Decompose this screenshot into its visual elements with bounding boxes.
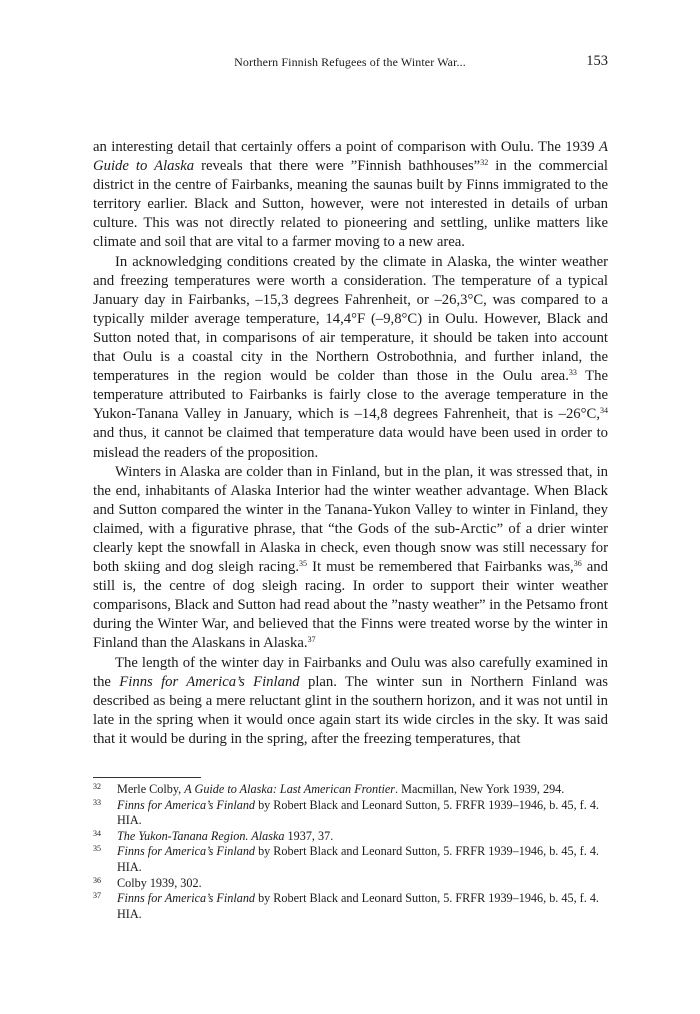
footnote-italic: A Guide to Alaska: Last American Frontier <box>184 782 396 796</box>
footnote-text <box>117 876 608 892</box>
footnote <box>93 782 608 798</box>
footnote-text <box>117 798 608 829</box>
paragraph-text: It must be remembered that Fairbanks was, <box>307 559 574 576</box>
footnote-number: 37 <box>93 891 101 901</box>
footnote-ref: 32 <box>480 158 489 168</box>
paragraph-text: reveals that there were ”Finnish bathhouses” <box>194 158 481 175</box>
footnote-plain: by Robert Black and Leonard Sutton, 5. FRFR 1939–1946, b. 45, f. 4. HIA. <box>117 891 599 921</box>
paragraph-text: The temperature attributed to Fairbanks is fairly close to the average temperature in the Yukon-Tanana Valley in January, which is –14,8 degrees Fahrenheit, that is –26°C, <box>93 368 609 423</box>
paragraph-2 <box>93 253 608 463</box>
footnote-italic: Finns for America’s Finland <box>117 797 256 812</box>
footnote-number: 36 <box>93 875 101 885</box>
paragraph-text: Winters in Alaska are colder than in Finland, but in the plan, it was stressed that, in the end, inhabitants of Alaska Interior had the winter weather advantage. When Black and Sutton compared the winter in the Tanana-Yukon Valley to winter in Finland, they claimed, with a figurative phrase, that “the Gods of the sub-Arctic” of a drier winter clearly kept the snowfall in Alaska in check, even though snow was still necessary for both skiing and dog sleigh racing. <box>93 463 608 576</box>
running-title: Northern Finnish Refugees of the Winter War... <box>234 55 466 69</box>
footnote-plain: by Robert Black and Leonard Sutton, 5. FRFR 1939–1946, b. 45, f. 4. HIA. <box>117 844 599 874</box>
footnote-plain: Colby 1939, 302. <box>117 875 202 890</box>
footnote-italic: The Yukon-Tanana Region. Alaska <box>117 828 285 843</box>
footnote-plain: . Macmillan, New York 1939, 294. <box>395 782 565 796</box>
footnote <box>93 798 608 829</box>
footnote-ref: 33 <box>568 368 577 378</box>
footnote-text <box>117 844 608 875</box>
footnote-italic: Finns for America’s Finland <box>117 844 256 859</box>
footnotes <box>93 782 608 922</box>
paragraph-text: and still is, the centre of dog sleigh racing. In order to support their winter weather comparisons, Black and Sutton had read about the ”nasty weather” in the Petsamo front during the Winter War, and believed that the Finns were treated worse by the winter in Finland than the Alaskans in Alaska. <box>93 559 608 652</box>
footnote-plain: Merle Colby, <box>117 782 185 796</box>
footnote-number: 34 <box>93 828 101 838</box>
running-header <box>92 53 608 73</box>
paragraph-text: The length of the winter day in Fairbanks and Oulu was also carefully examined in the <box>93 654 608 690</box>
paragraph-3 <box>93 463 608 654</box>
footnote-ref: 37 <box>307 635 316 645</box>
paragraph-text: In acknowledging conditions created by the climate in Alaska, the winter weather and freezing temperatures were worth a consideration. The temperature of a typical January day in Fairbanks, –15,3 degrees Fahrenheit, or –26,3°C, was compared to a typically milder average temperature, 14,4°F (–9,8°C) in Oulu. However, Black and Sutton noted that, in comparisons of air temperature, it should be taken into account that Oulu is a coastal city in the Northern Ostrobothnia, and further inland, the temperatures in the region would be colder than those in the Oulu area. <box>93 253 608 385</box>
footnote-italic: Finns for America’s Finland <box>117 891 256 906</box>
paragraph-4 <box>93 654 608 749</box>
page-number: 153 <box>586 53 608 69</box>
footnote <box>93 844 608 875</box>
paragraph-text: an interesting detail that certainly offers a point of comparison with Oulu. The 1939 <box>93 139 600 155</box>
footnote-divider <box>93 777 201 778</box>
footnote-text <box>117 829 608 845</box>
footnote <box>93 829 608 845</box>
footnote <box>93 891 608 922</box>
footnote-plain: by Robert Black and Leonard Sutton, 5. FRFR 1939–1946, b. 45, f. 4. HIA. <box>117 797 599 828</box>
footnote <box>93 876 608 892</box>
footnote-number: 35 <box>93 844 101 854</box>
italic-title: Finns for America’s Finland <box>119 673 300 690</box>
italic-title: A Guide to Alaska <box>93 139 608 175</box>
footnote-text <box>117 891 608 922</box>
footnote-ref: 34 <box>600 406 608 416</box>
footnote-plain: 1937, 37. <box>284 828 334 843</box>
body-text <box>93 138 608 749</box>
paragraph-1 <box>93 138 608 253</box>
paragraph-text: in the commercial district in the centre of Fairbanks, meaning the saunas built by Finns immigrated to the territory earlier. Black and Sutton, however, were not interested in details of urban culture. This was not directly related to pioneering and settling, unlike matters like climate and soil that are vital to a farmer moving to a new area. <box>93 158 608 251</box>
footnote-ref: 35 <box>299 559 308 569</box>
footnote-number: 33 <box>93 797 101 807</box>
paragraph-text: and thus, it cannot be claimed that temperature data would have been used in order to mislead the readers of the proposition. <box>93 425 608 461</box>
footnote-ref: 36 <box>573 559 582 569</box>
footnote-text <box>117 782 608 798</box>
paragraph-text: plan. The winter sun in Northern Finland was described as being a mere reluctant glint in the southern horizon, and it was not until in late in the spring when it would once again start its wide circles in the sky. It was said that it would be during in the spring, after the freezing temperatures, that <box>93 673 608 747</box>
footnote-number: 32 <box>93 782 101 791</box>
